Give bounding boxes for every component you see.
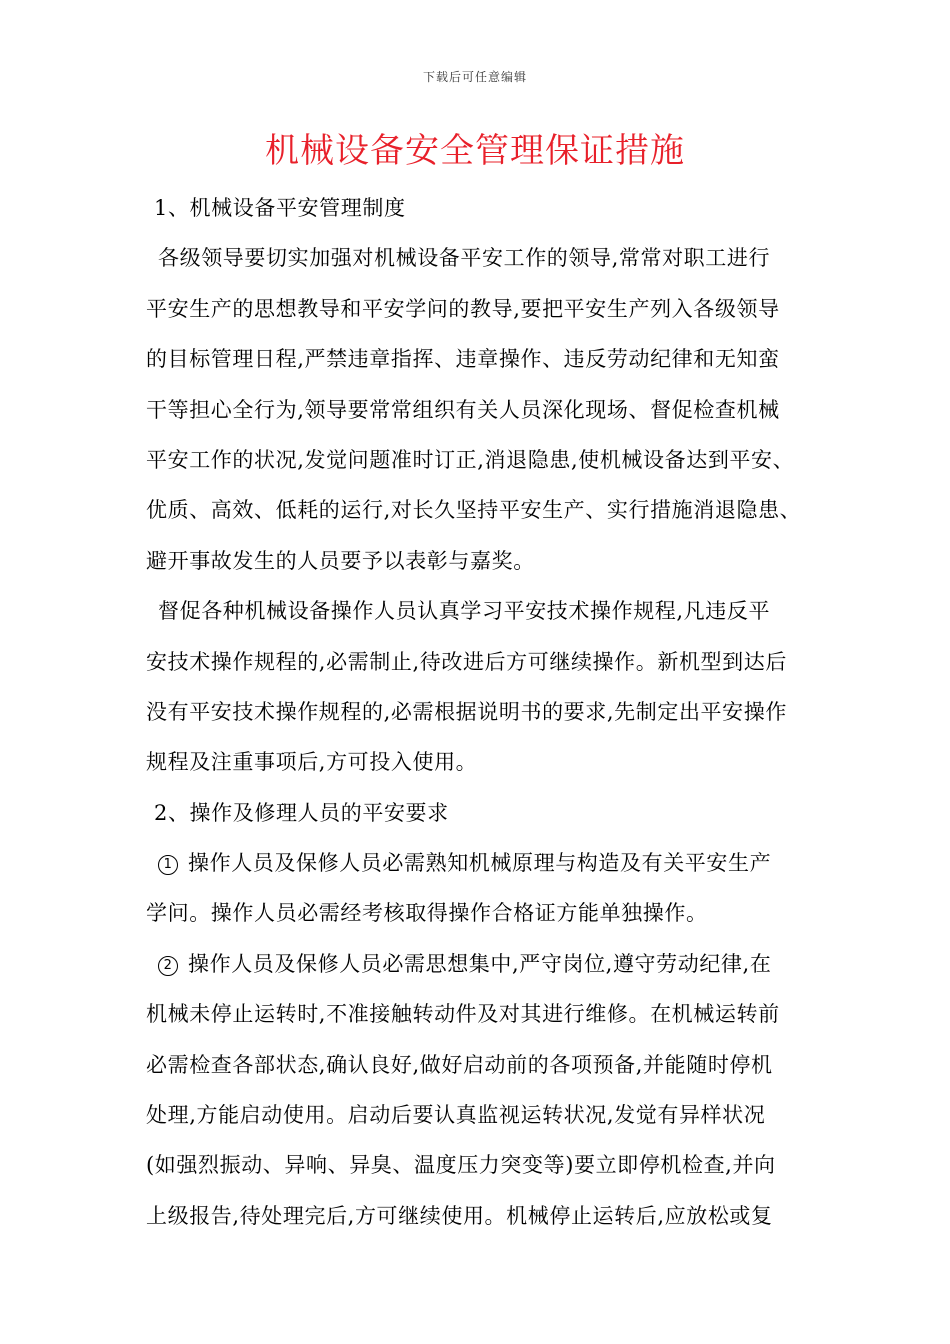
list-item-text: 操作人员及保修人员必需思想集中,严守岗位,遵守劳动纪律,在 xyxy=(188,951,772,976)
paragraph-line: 平安工作的状况,发觉问题准时订正,消退隐患,使机械设备达到平安、 xyxy=(146,447,795,472)
section-2-heading: 2、操作及修理人员的平安要求 xyxy=(154,800,449,825)
paragraph-line: 避开事故发生的人员要予以表彰与嘉奖。 xyxy=(146,548,535,573)
section-1-paragraph-2 xyxy=(146,586,826,788)
document-title: 机械设备安全管理保证措施 xyxy=(265,131,685,171)
paragraph-line: 安技术操作规程的,必需制止,待改进后方可继续操作。新机型到达后 xyxy=(146,649,787,674)
list-item-first-line xyxy=(146,939,826,989)
paragraph-line: 上级报告,待处理完后,方可继续使用。机械停止运转后,应放松或复 xyxy=(146,1203,773,1228)
document-body xyxy=(146,183,826,1241)
list-item-text: 操作人员及保修人员必需熟知机械原理与构造及有关平安生产 xyxy=(188,851,772,876)
paragraph-line: 的目标管理日程,严禁违章指挥、违章操作、违反劳动纪律和无知蛮 xyxy=(146,347,780,372)
paragraph-line: 没有平安技术操作规程的,必需根据说明书的要求,先制定出平安操作 xyxy=(146,699,787,724)
paragraph-line: (如强烈振动、异响、异臭、温度压力突变等)要立即停机检查,并向 xyxy=(146,1153,776,1178)
paragraph-line: 各级领导要切实加强对机械设备平安工作的领导,常常对职工进行 xyxy=(158,246,771,271)
paragraph-line: 机械未停止运转时,不准接触转动件及对其进行维修。在机械运转前 xyxy=(146,1002,780,1027)
paragraph-line: 督促各种机械设备操作人员认真学习平安技术操作规程,凡违反平 xyxy=(158,599,771,624)
section-2-item-2 xyxy=(146,939,826,1241)
paragraph-line: 平安生产的思想教导和平安学问的教导,要把平安生产列入各级领导 xyxy=(146,296,780,321)
section-1-heading: 1、机械设备平安管理制度 xyxy=(154,196,406,220)
paragraph-line: 学问。操作人员必需经考核取得操作合格证方能单独操作。 xyxy=(146,901,708,926)
section-2-item-1 xyxy=(146,838,826,939)
paragraph-line: 干等担心全行为,领导要常常组织有关人员深化现场、督促检查机械 xyxy=(146,397,780,422)
circled-number-2: 2 xyxy=(158,956,178,976)
header-note: 下载后可任意编辑 xyxy=(422,70,527,84)
paragraph-line: 优质、高效、低耗的运行,对长久坚持平安生产、实行措施消退隐患、 xyxy=(146,498,802,523)
list-item-first-line xyxy=(146,838,826,888)
paragraph-line: 必需检查各部状态,确认良好,做好启动前的各项预备,并能随时停机 xyxy=(146,1052,773,1077)
paragraph-line: 规程及注重事项后,方可投入使用。 xyxy=(146,750,478,775)
circled-number-1: 1 xyxy=(158,855,178,875)
section-1-paragraph-1 xyxy=(146,233,826,586)
paragraph-line: 处理,方能启动使用。启动后要认真监视运转状况,发觉有异样状况 xyxy=(146,1103,766,1128)
